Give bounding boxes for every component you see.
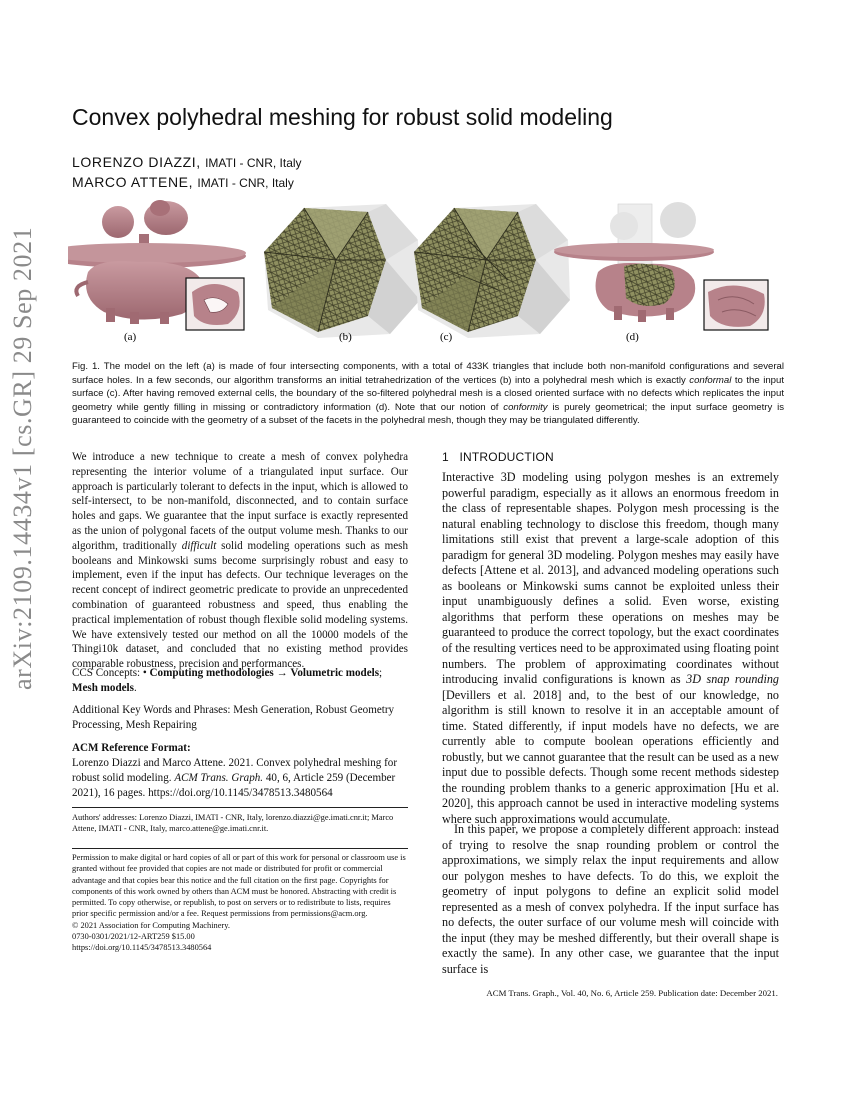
footnote-rule-2 — [72, 848, 408, 849]
figure-panel-d — [554, 202, 768, 330]
figure-label-d: (d) — [626, 331, 639, 343]
abstract-text-2: solid modeling operations such as mesh booleans and Minkowski sums become surprisingly robust and easy to implement, even if the input has defects. Our technique leverages on the recent concept of indirect geometric predicate to provide an unprecedented combination of guaranteed robustness and speed, thus enabling the practical implementation of robust though flexible solid modeling systems. We have extensively tested our method on all the 10000 models of the Thingi10k dataset, and concluded that no existing method provides comparable robustness, precision and performances. — [72, 539, 408, 671]
doi-line: https://doi.org/10.1145/3478513.3480564 — [72, 943, 212, 953]
author-2-name: MARCO ATTENE, — [72, 174, 194, 190]
figure-label-b: (b) — [339, 331, 352, 343]
ccs-term-2: Volumetric models — [290, 667, 380, 679]
issn-line: 0730-0301/2021/12-ART259 $15.00 — [72, 932, 195, 942]
figure-1 — [68, 200, 784, 350]
section-title: INTRODUCTION — [459, 450, 554, 464]
footnote-rule-1 — [72, 807, 408, 808]
acm-reference-journal: ACM Trans. Graph. — [174, 771, 264, 784]
acm-reference-text-1: Lorenzo Diazzi and Marco Attene. 2021. Convex polyhedral meshing for robust solid modeling. — [72, 757, 398, 784]
ccs-end: . — [133, 681, 137, 694]
intro-paragraph-1 — [442, 470, 779, 828]
author-1-name: LORENZO DIAZZI, — [72, 154, 201, 170]
ccs-arrow: → — [273, 667, 291, 679]
section-number: 1 — [442, 450, 449, 464]
caption-emphasis-1: conformal — [689, 374, 732, 386]
figure-panel-a — [68, 200, 246, 330]
author-addresses: Authors' addresses: Lorenzo Diazzi, IMATI - CNR, Italy, lorenzo.diazzi@ge.imati.cnr.it; Marco Attene, IMATI - CNR, Italy, marco.attene@ge.imati.cnr.it. — [72, 813, 394, 834]
permission-notice — [72, 852, 408, 954]
figure-label-a: (a) — [124, 331, 137, 343]
copyright-line: © 2021 Association for Computing Machinery. — [72, 920, 230, 930]
caption-text-3: is purely geometrical; the input surface geometry is guaranteed to coincide with the geometry of a subset of the facets in the polyhedral mesh, though they may be triangulated differently. — [72, 401, 784, 427]
ccs-term-1: Computing methodologies — [149, 667, 274, 679]
intro-text-2: [Devillers et al. 2018] and, to the best of our knowledge, no algorithm is still known to resolve it in an acceptable amount of time. Stated differently, if input models have no defects, we are currently able to compute boolean operations efficiently and robustly, but we cannot guarantee that the result can be used as a new input due to possible defects. Though some recent methods sidestep the rounding problem thanks to a generic approximation [Hu et al. 2020], this approach cannot be used in interactive modeling systems where such approximations would accumulate. — [442, 687, 780, 827]
caption-text-2: to the input surface (c). After having removed external cells, the boundary of the so-filtered polyhedral mesh is a closed oriented surface with no defects which replicates the input geometry while gently filling in missing or contradictory information (d). Note that our notion of — [72, 374, 785, 413]
running-footer: ACM Trans. Graph., Vol. 40, No. 6, Article 259. Publication date: December 2021. — [486, 988, 778, 998]
ccs-label: CCS Concepts: • — [72, 667, 150, 679]
acm-reference — [72, 756, 408, 800]
intro-text-1: Interactive 3D modeling using polygon meshes is an extremely powerful paradigm, especially as it allows an enormous freedom in the class of representable shapes. Polygon mesh processing is the natural enabling technology to disclose this freedom, though many limitations still exist that prevent a large-scale adoption of this paradigm for general 3D modeling. Polygon meshes may easily have defects [Attene et al. 2013], and advanced modeling operations such as booleans or Minkowski sums cannot be exploited unless their input unambiguously defines a solid. Even worse, existing algorithms that perform these operations on meshes may be guaranteed to produce the correct topology, but the exact coordinates of the resulting vertices need to be approximated using floating point numbers. The problem of approximating coordinates without introducing invalid configurations is known as — [442, 470, 779, 687]
section-heading — [442, 450, 554, 464]
author-2-affiliation: IMATI - CNR, Italy — [197, 176, 294, 190]
abstract — [72, 450, 408, 672]
author-2 — [72, 174, 294, 190]
acm-reference-text-2: 40, 6, Article 259 (December 2021), 16 pages. https://doi.org/10.1145/3478513.3480564 — [72, 771, 396, 799]
intro-paragraph-2: In this paper, we propose a completely different approach: instead of trying to resolve the snap rounding problem or control the approximations, we simply relax the input requirements and allow our polygon meshes to have defects. To do this, we exploit the geometry of input polygons to define an explicit solid model represented as a mesh of convex polyhedra. If the input surface has no defects, the outer surface of our volume mesh will coincide with the input (they may be meshed differently, but their overall shape is exactly the same). In any other case, we guarantee that the input surface is — [442, 822, 779, 976]
caption-emphasis-2: conformity — [503, 401, 548, 413]
intro-emphasis: 3D snap rounding — [686, 672, 779, 687]
ccs-separator: ; — [379, 667, 383, 679]
arxiv-side-banner: arXiv:2109.14434v1 [cs.GR] 29 Sep 2021 — [8, 226, 37, 690]
author-1 — [72, 154, 302, 170]
author-1-affiliation: IMATI - CNR, Italy — [205, 156, 302, 170]
permission-text: Permission to make digital or hard copies of all or part of this work for personal or classroom use is granted without fee provided that copies are not made or distributed for profit or commercial advantage and that copies bear this notice and the full citation on the first page. Copyrights for components of this work owned by others than ACM must be honored. Abstracting with credit is permitted. To copy otherwise, or republish, to post on servers or to redistribute to lists, requires prior specific permission and/or a fee. Request permissions from permissions@acm.org. — [72, 853, 406, 919]
paper-title: Convex polyhedral meshing for robust solid modeling — [72, 104, 613, 130]
abstract-emphasis: difficult — [181, 539, 217, 552]
figure-label-c: (c) — [440, 331, 453, 343]
figure-panel-c — [414, 204, 570, 338]
ccs-term-3: Mesh models — [72, 681, 134, 694]
caption-text-1: Fig. 1. The model on the left (a) is made of four intersecting components, with a total of 433K triangles that include both non-manifold configurations and several surface holes. In a few seconds, our algorithm transforms an initial tetrahedrization of the vertices (b) into a polyhedral mesh which is exactly — [72, 361, 784, 386]
figure-panel-b — [264, 204, 420, 338]
abstract-text-1: We introduce a new technique to create a mesh of convex polyhedra representing the interior volume of a triangulated input surface. Our approach is particularly tolerant to defects in the input, which is allowed to self-intersect, to be non-manifold, disconnected, and to contain surface holes and gaps. We guarantee that the input surface is exactly represented as the union of polygonal facets of the output volume mesh. Thanks to our algorithm, traditionally — [72, 451, 408, 552]
keywords: Additional Key Words and Phrases: Mesh Generation, Robust Geometry Processing, Mesh Repairing — [72, 704, 395, 731]
acm-reference-heading: ACM Reference Format: — [72, 742, 191, 754]
ccs-concepts — [72, 666, 408, 696]
figure-caption — [72, 360, 784, 428]
